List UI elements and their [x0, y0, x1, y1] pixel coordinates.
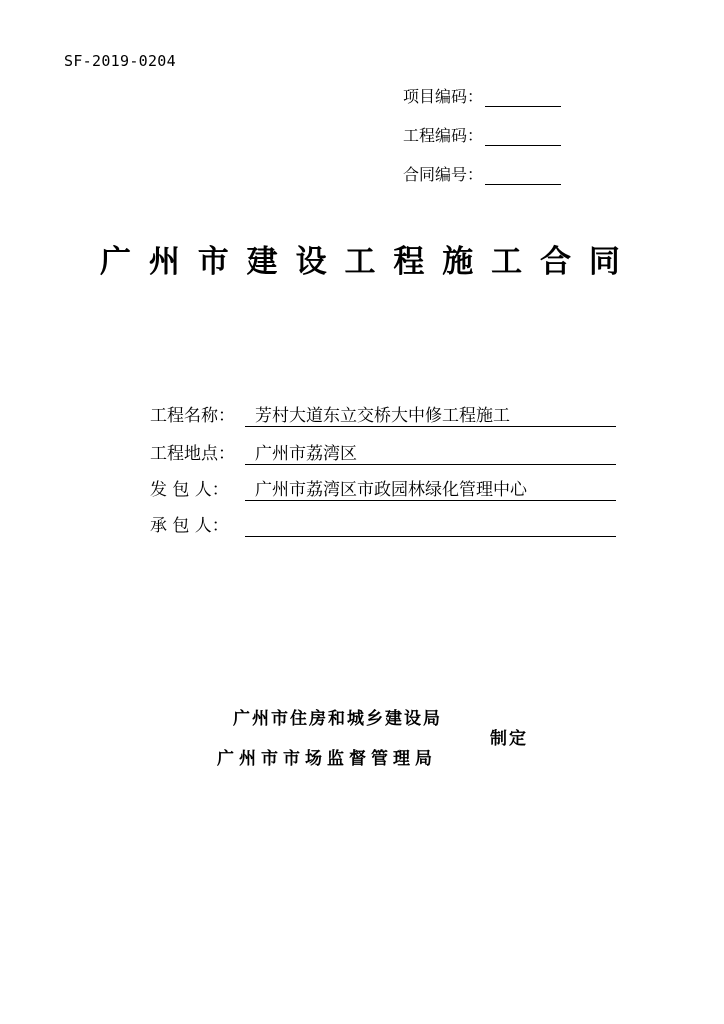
- project-code-label: 项目编码：: [403, 87, 484, 106]
- contractor-label: 承 包 人：: [150, 516, 229, 536]
- project-location-row: [150, 442, 616, 466]
- document-code: SF-2019-0204: [64, 52, 176, 70]
- contract-number-row: [403, 164, 561, 186]
- project-location-label: 工程地点：: [150, 444, 235, 464]
- contractor-row: [150, 514, 616, 538]
- employer-value: 广州市荔湾区市政园林绿化管理中心: [245, 478, 616, 501]
- title-char: 程: [393, 244, 425, 280]
- employer-row: [150, 478, 616, 502]
- project-location-value: 广州市荔湾区: [245, 442, 616, 465]
- title-char: 合: [540, 244, 572, 280]
- contractor-value: [245, 514, 616, 537]
- project-code-row: [403, 86, 561, 108]
- title-char: 市: [197, 244, 229, 280]
- document-title: [100, 240, 620, 284]
- title-char: 广: [100, 244, 131, 280]
- title-char: 同: [588, 244, 620, 280]
- title-char: 施: [442, 244, 474, 280]
- title-char: 建: [246, 244, 278, 280]
- title-char: 工: [491, 244, 523, 280]
- title-char: 设: [295, 244, 327, 280]
- contract-number-blank: [485, 164, 561, 185]
- issuer-block: [0, 700, 724, 780]
- title-char: 州: [148, 244, 180, 280]
- project-code-blank: [485, 86, 561, 107]
- engineering-code-blank: [485, 125, 561, 146]
- issuer-market-bureau: 广州市市场监督管理局: [217, 749, 437, 769]
- project-name-row: [150, 404, 616, 428]
- project-name-value: 芳村大道东立交桥大中修工程施工: [245, 404, 616, 427]
- project-name-label: 工程名称：: [150, 406, 235, 426]
- issuer-suffix: 制定: [490, 729, 528, 749]
- issuer-housing-bureau: 广州市住房和城乡建设局: [233, 709, 442, 729]
- engineering-code-label: 工程编码：: [403, 126, 484, 145]
- contract-number-label: 合同编号：: [403, 165, 484, 184]
- title-char: 工: [344, 244, 376, 280]
- employer-label: 发 包 人：: [150, 480, 229, 500]
- engineering-code-row: [403, 125, 561, 147]
